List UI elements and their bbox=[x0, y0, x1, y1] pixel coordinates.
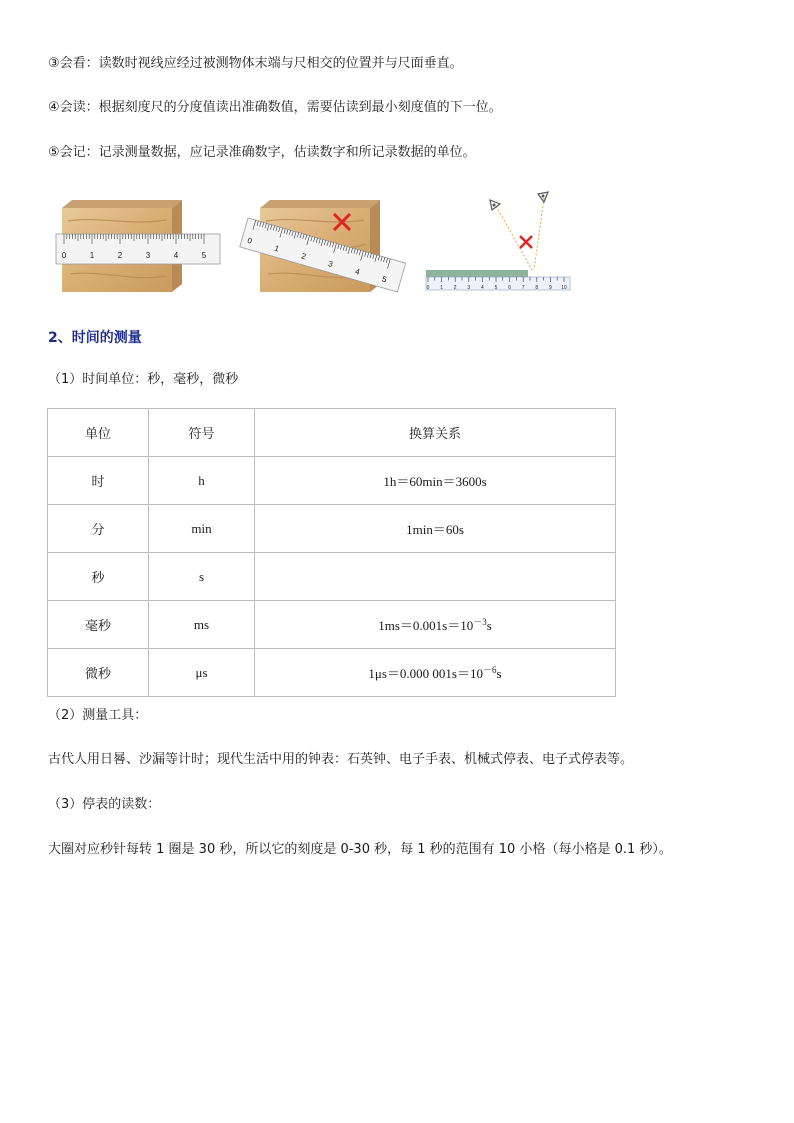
conversion-text: 1ms＝0.001s＝10 bbox=[378, 618, 474, 633]
conversion-text: 1μs＝0.000 001s＝10 bbox=[368, 666, 483, 681]
ruler-tick-label: 4 bbox=[173, 251, 179, 260]
cell-conversion bbox=[255, 505, 616, 553]
table-header-row bbox=[48, 409, 616, 457]
header-conversion: 换算关系 bbox=[255, 409, 616, 457]
table-row bbox=[48, 457, 616, 505]
ruler-tick-label: 3 bbox=[327, 259, 334, 269]
ruler-tick-label: 1 bbox=[440, 285, 443, 291]
ruler-tick-label: 0 bbox=[426, 285, 430, 291]
figure-tilted-ruler bbox=[240, 200, 406, 292]
ruler-tick-label: 1 bbox=[89, 251, 95, 260]
cell-unit: 毫秒 bbox=[48, 601, 149, 649]
ruler-tick-label: 4 bbox=[481, 285, 484, 291]
cell-unit: 时 bbox=[48, 457, 149, 505]
conversion-text: 1h＝60min＝3600s bbox=[383, 474, 487, 489]
figure-correct-ruler bbox=[56, 200, 220, 292]
ruler-tick-label: 2 bbox=[453, 285, 457, 291]
table-row bbox=[48, 649, 616, 697]
paragraph-look: ③会看：读数时视线应经过被测物体末端与尺相交的位置并与尺面垂直。 bbox=[48, 56, 463, 71]
ruler-tick-label: 1 bbox=[273, 243, 281, 254]
cell-unit: 微秒 bbox=[48, 649, 149, 697]
ruler-tick-label: 5 bbox=[380, 274, 388, 285]
wrong-mark-icon bbox=[520, 236, 532, 248]
unit-suffix: s bbox=[486, 618, 492, 633]
ruler-tick-label: 9 bbox=[549, 285, 552, 291]
cell-conversion bbox=[255, 649, 616, 697]
subheading-time-units: （1）时间单位：秒，毫秒，微秒 bbox=[48, 372, 239, 387]
eye-icon bbox=[490, 200, 500, 210]
ruler-tick-label: 8 bbox=[535, 285, 539, 291]
time-units-table bbox=[47, 408, 616, 697]
paragraph-stopwatch-reading: 大圈对应秒针每转 1 圈是 30 秒，所以它的刻度是 0-30 秒，每 1 秒的范围有 10 小格（每小格是 0.1 秒）。 bbox=[48, 842, 672, 857]
ruler-tick-label: 3 bbox=[467, 285, 471, 291]
conversion-text: 1min＝60s bbox=[406, 522, 464, 537]
unit-suffix: s bbox=[496, 666, 502, 681]
subheading-stopwatch: （3）停表的读数： bbox=[48, 797, 161, 812]
paragraph-tools: 古代人用日晷、沙漏等计时；现代生活中用的钟表：石英钟、电子手表、机械式停表、电子式停表等。 bbox=[48, 752, 634, 767]
section-heading: 2、时间的测量 bbox=[48, 330, 142, 346]
cell-symbol: ms bbox=[149, 601, 255, 649]
cell-symbol: s bbox=[149, 553, 255, 601]
ruler-tick-label: 0 bbox=[61, 251, 67, 260]
ruler-tick-label: 2 bbox=[117, 251, 123, 260]
paragraph-read: ④会读：根据刻度尺的分度值读出准确数值，需要估读到最小刻度值的下一位。 bbox=[48, 100, 502, 115]
cell-conversion bbox=[255, 553, 616, 601]
subheading-tools: （2）测量工具： bbox=[48, 708, 148, 723]
cell-unit: 分 bbox=[48, 505, 149, 553]
ruler-tick-label: 4 bbox=[354, 266, 361, 277]
eye-icon bbox=[538, 192, 548, 202]
table-row bbox=[48, 505, 616, 553]
figure-reading-angle bbox=[426, 192, 570, 291]
ruler-tick-label: 5 bbox=[201, 251, 207, 260]
table-row bbox=[48, 601, 616, 649]
ruler-tick-label: 2 bbox=[300, 251, 307, 262]
header-unit: 单位 bbox=[48, 409, 149, 457]
ruler-usage-figures bbox=[48, 186, 588, 302]
ruler-tick-label: 10 bbox=[561, 285, 567, 291]
exponent: －6 bbox=[483, 665, 497, 675]
header-symbol: 符号 bbox=[149, 409, 255, 457]
exponent: －3 bbox=[473, 617, 487, 627]
cell-unit: 秒 bbox=[48, 553, 149, 601]
ruler-tick-label: 7 bbox=[521, 285, 525, 291]
ruler-tick-label: 5 bbox=[494, 285, 498, 291]
cell-conversion bbox=[255, 457, 616, 505]
table-row bbox=[48, 553, 616, 601]
paragraph-record: ⑤会记：记录测量数据，应记录准确数字，估读数字和所记录数据的单位。 bbox=[48, 145, 476, 160]
ruler-tick-label: 3 bbox=[145, 251, 151, 260]
ruler-tick-label: 0 bbox=[246, 235, 254, 246]
cell-conversion bbox=[255, 601, 616, 649]
ruler-tick-label: 6 bbox=[508, 285, 511, 291]
cell-symbol: min bbox=[149, 505, 255, 553]
cell-symbol: h bbox=[149, 457, 255, 505]
cell-symbol: μs bbox=[149, 649, 255, 697]
